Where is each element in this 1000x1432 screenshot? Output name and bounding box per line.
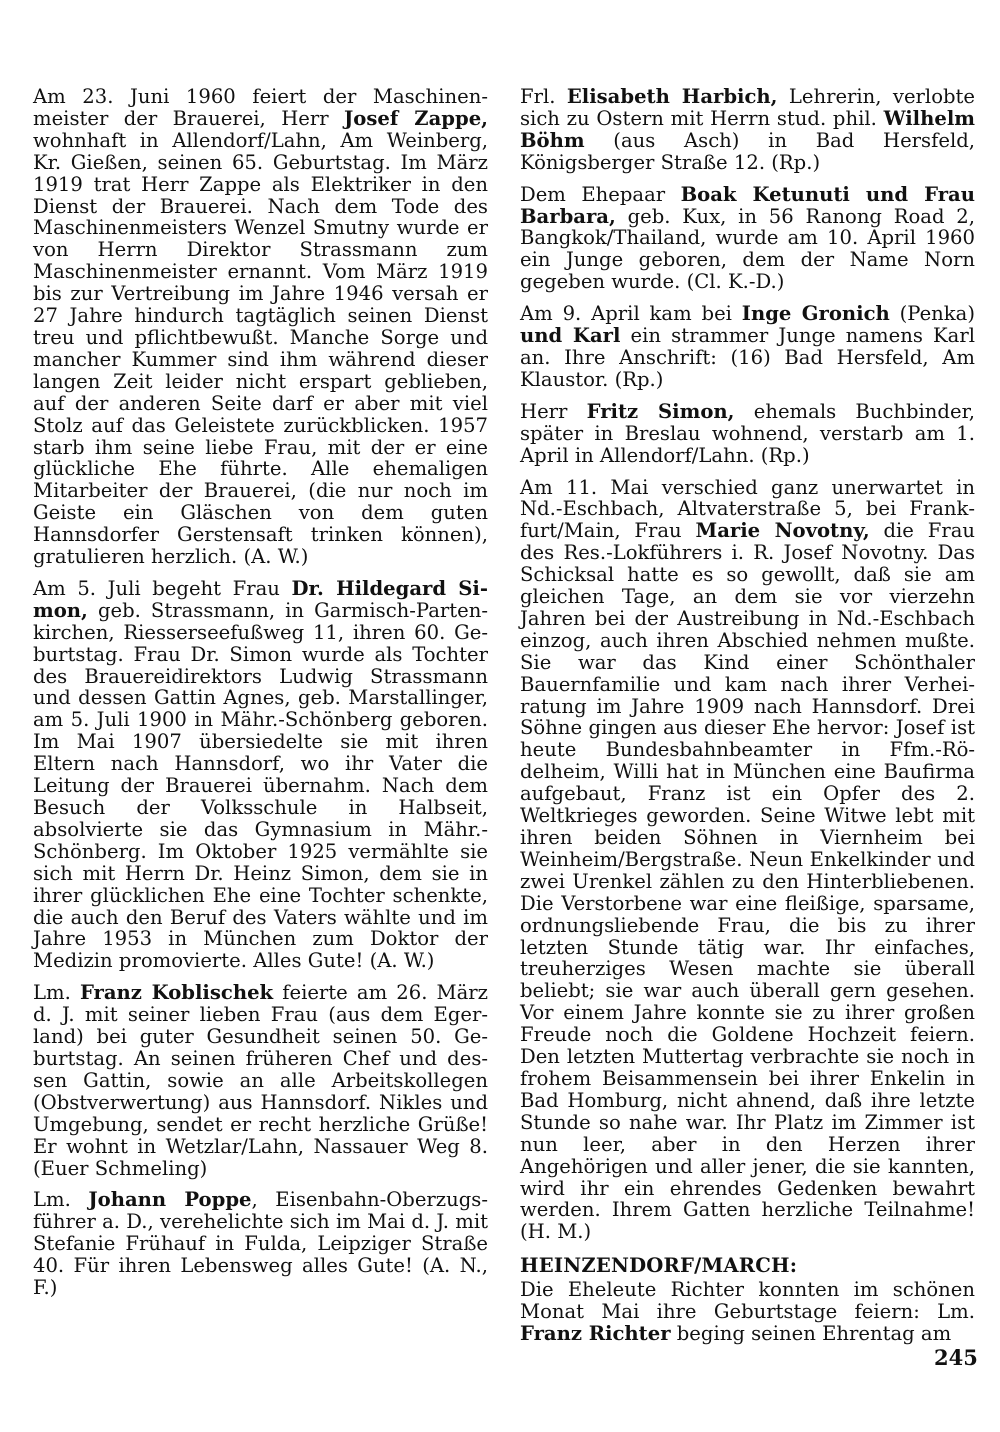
text-run: beging seinen Ehrentag am [670, 1321, 952, 1345]
text-run: geb. Kux, in 56 Ranong Road 2, Bangkok/Thailand, wurde am 10. April 1960 ein Junge geboren, dem der Name Norn gegeben wurde. (Cl. K.-D.) [520, 204, 975, 294]
text-run: Am 9. April kam bei [520, 302, 742, 326]
left-column [33, 86, 488, 1309]
text-run: Die Eheleute Richter konnten im schönen Monat Mai ihre Geburtstage feiern: Lm. [520, 1278, 975, 1324]
right-column [520, 86, 975, 1355]
text-run: ein strammer Junge namens Karl an. Ihre Anschrift: (16) Bad Hersfeld, Am Klaustor. (Rp.) [520, 324, 975, 391]
article-franz-koblischek [33, 982, 488, 1179]
article-boak-ketunuti [520, 184, 975, 294]
text-run: Lm. [33, 981, 80, 1005]
name-highlight: Inge Gronich [741, 302, 890, 326]
name-highlight: Boak Ketunuti und Frau Barbara, [520, 182, 975, 228]
name-highlight: Franz Richter [520, 1321, 671, 1345]
article-fritz-simon [520, 401, 975, 467]
article-johann-poppe [33, 1189, 488, 1299]
text-run: Frl. [520, 85, 567, 108]
text-run: Am 5. Juli begeht Frau [33, 576, 292, 600]
text-run: Am 11. Mai verschied ganz unerwartet in Nd.-Eschbach, Altvaterstraße 5, bei Frankfurt/Main, Frau [520, 475, 975, 543]
text-run: die Frau des Res.-Lokführers i. R. Josef Novotny. Das Schicksal hatte es so gewollt, daß sie am gleichen Tage, an dem sie vor vierzehn Jahren bei der Austreibung in Nd.-Eschbach einzog, auch ihren Abschied nehmen mußte. Sie war das Kind einer Schönthaler Bauernfamilie und kam nach ihrer Verheiratung im Jahre 1909 nach Hannsdorf. Drei Söhne gingen aus dieser Ehe hervor: Josef ist heute Bundesbahnbeamter in Ffm.-Rödelheim, Willi hat in München eine Baufirma aufgebaut, Franz ist ein Opfer des 2. Weltkrieges geworden. Seine Witwe lebt mit ihren beiden Söhnen in Viernheim bei Weinheim/Bergstraße. Neun Enkelkinder und zwei Urenkel zählen zu den Hinterbliebenen. Die Verstorbene war eine fleißige, sparsame, ordnungsliebende Frau, die bis zu ihrer letzten Stunde tätig war. Ihr einfaches, treuherziges Wesen machte sie überall beliebt; sie war auch überall gern gesehen. Vor einem Jahre konnte sie zu ihrer großen Freude noch die Goldene Hochzeit feiern. Den letzten Muttertag verbrachte sie noch in frohem Beisammensein bei ihrer Enkelin in Bad Homburg, nicht ahnend, daß ihre letzte Stunde so nahe war. Ihr Platz im Zimmer ist nun leer, aber in den Herzen ihrer Angehörigen und aller jener, die sie kannten, wird ihr ein ehrendes Gedenken bewahrt werden. Ihrem Gatten herzliche Teilnahme! (H. M.) [520, 519, 976, 1244]
section-heading-heinzendorf: HEINZENDORF/MARCH: [520, 1254, 798, 1278]
text-run: Herr [520, 399, 587, 423]
article-elisabeth-harbich [520, 86, 975, 174]
text-run: Lm. [33, 1188, 89, 1212]
article-richter [520, 1279, 975, 1345]
name-highlight: Johann Poppe [88, 1188, 252, 1212]
name-highlight: Franz Koblischek [79, 981, 274, 1005]
name-highlight: Dr. Hildegard Simon, [33, 576, 488, 622]
text-run: ehemals Buchbinder, später in Breslau wohnend, verstarb am 1. April in Allendorf/Lahn. (Rp.) [520, 399, 976, 467]
page-number: 245 [934, 1345, 978, 1370]
article-marie-novotny [520, 477, 975, 1244]
text-run: Dem Ehepaar [520, 182, 681, 206]
text-run: feierte am 26. März d. J. mit seiner lieben Frau (aus dem Egerland) bei guter Gesundheit seinen 50. Geburtstag. An seinen früheren Chef und dessen Gattin, sowie an alle Arbeitskollegen (Obstverwertung) aus Hannsdorf. Nikles und Umgebung, sendet er recht herzliche Grüße! Er wohnt in Wetzlar/Lahn, Nassauer Weg 8. (Euer Schmeling) [33, 981, 488, 1180]
text-run: Am 23. Juni 1960 feiert der Maschinenmeister der Brauerei, Herr [33, 85, 488, 130]
text-run: wohnhaft in Allendorf/Lahn, Am Weinberg, Kr. Gießen, seinen 65. Geburtstag. Im März 1919 trat Herr Zappe als Elektriker in den Dienst der Brauerei. Nach dem Tode des Maschinenmeisters Wenzel Smutny wurde er von Herrn Direktor Strassmann zum Maschinenmeister ernannt. Vom März 1919 bis zur Vertreibung im Jahre 1946 versah er 27 Jahre hindurch tagtäglich seinen Dienst treu und pflichtbewußt. Manche Sorge und mancher Kummer sind ihm während dieser langen Zeit leider nicht erspart geblieben, auf der anderen Seite darf er aber mit viel Stolz auf das Geleistete zurückblicken. 1957 starb ihm seine liebe Frau, mit der er eine glückliche Ehe führte. Alle ehemaligen Mitarbeiter der Brauerei, (die nur noch im Geiste ein Gläschen von dem guten Hannsdorfer Gerstensaft trinken können), gratulieren herzlich. (A. W.) [33, 128, 488, 569]
text-run: geb. Strassmann, in Garmisch-Partenkirchen, Riesserseefußweg 11, ihren 60. Geburtstag. Frau Dr. Simon wurde als Tochter des Brauereidirektors Ludwig Strassmann und dessen Gattin Agnes, geb. Marstallinger, am 5. Juli 1900 in Mähr.-Schönberg geboren. Im Mai 1907 übersiedelte sie mit ihren Eltern nach Hannsdorf, wo ihr Vater die Leitung der Brauerei übernahm. Nach dem Besuch der Volksschule in Halbseit, absolvierte sie das Gymnasium in Mähr.-Schönberg. Im Oktober 1925 vermählte sie sich mit Herrn Dr. Heinz Simon, dem sie in ihrer glücklichen Ehe eine Tochter schenkte, die auch den Beruf des Vaters wählte und im Jahre 1953 in München zum Doktor der Medizin promovierte. Alles Gute! (A. W.) [33, 598, 488, 973]
name-highlight: Elisabeth Harbich, [566, 85, 778, 108]
name-highlight: Fritz Simon, [586, 399, 735, 423]
article-hildegard-simon [33, 578, 488, 972]
text-run: Lehrerin, verlobte sich zu Ostern mit Herrn stud. phil. [520, 85, 975, 130]
article-josef-zappe [33, 86, 488, 568]
name-highlight: und Karl [520, 324, 621, 348]
name-highlight: Marie Novotny, [695, 519, 870, 543]
text-run: , Eisenbahn-Oberzugsführer a. D., verehelichte sich im Mai d. J. mit Stefanie Frühauf in Fulda, Leipziger Straße 40. Für ihren Lebensweg alles Gute! (A. N., F.) [33, 1188, 488, 1300]
article-inge-gronich [520, 303, 975, 391]
name-highlight: Wilhelm Böhm [520, 106, 975, 152]
name-highlight: Josef Zappe, [344, 106, 488, 130]
text-run: (Penka) [889, 302, 976, 326]
text-run: (aus Asch) in Bad Hersfeld, Königsberger Straße 12. (Rp.) [520, 128, 975, 174]
